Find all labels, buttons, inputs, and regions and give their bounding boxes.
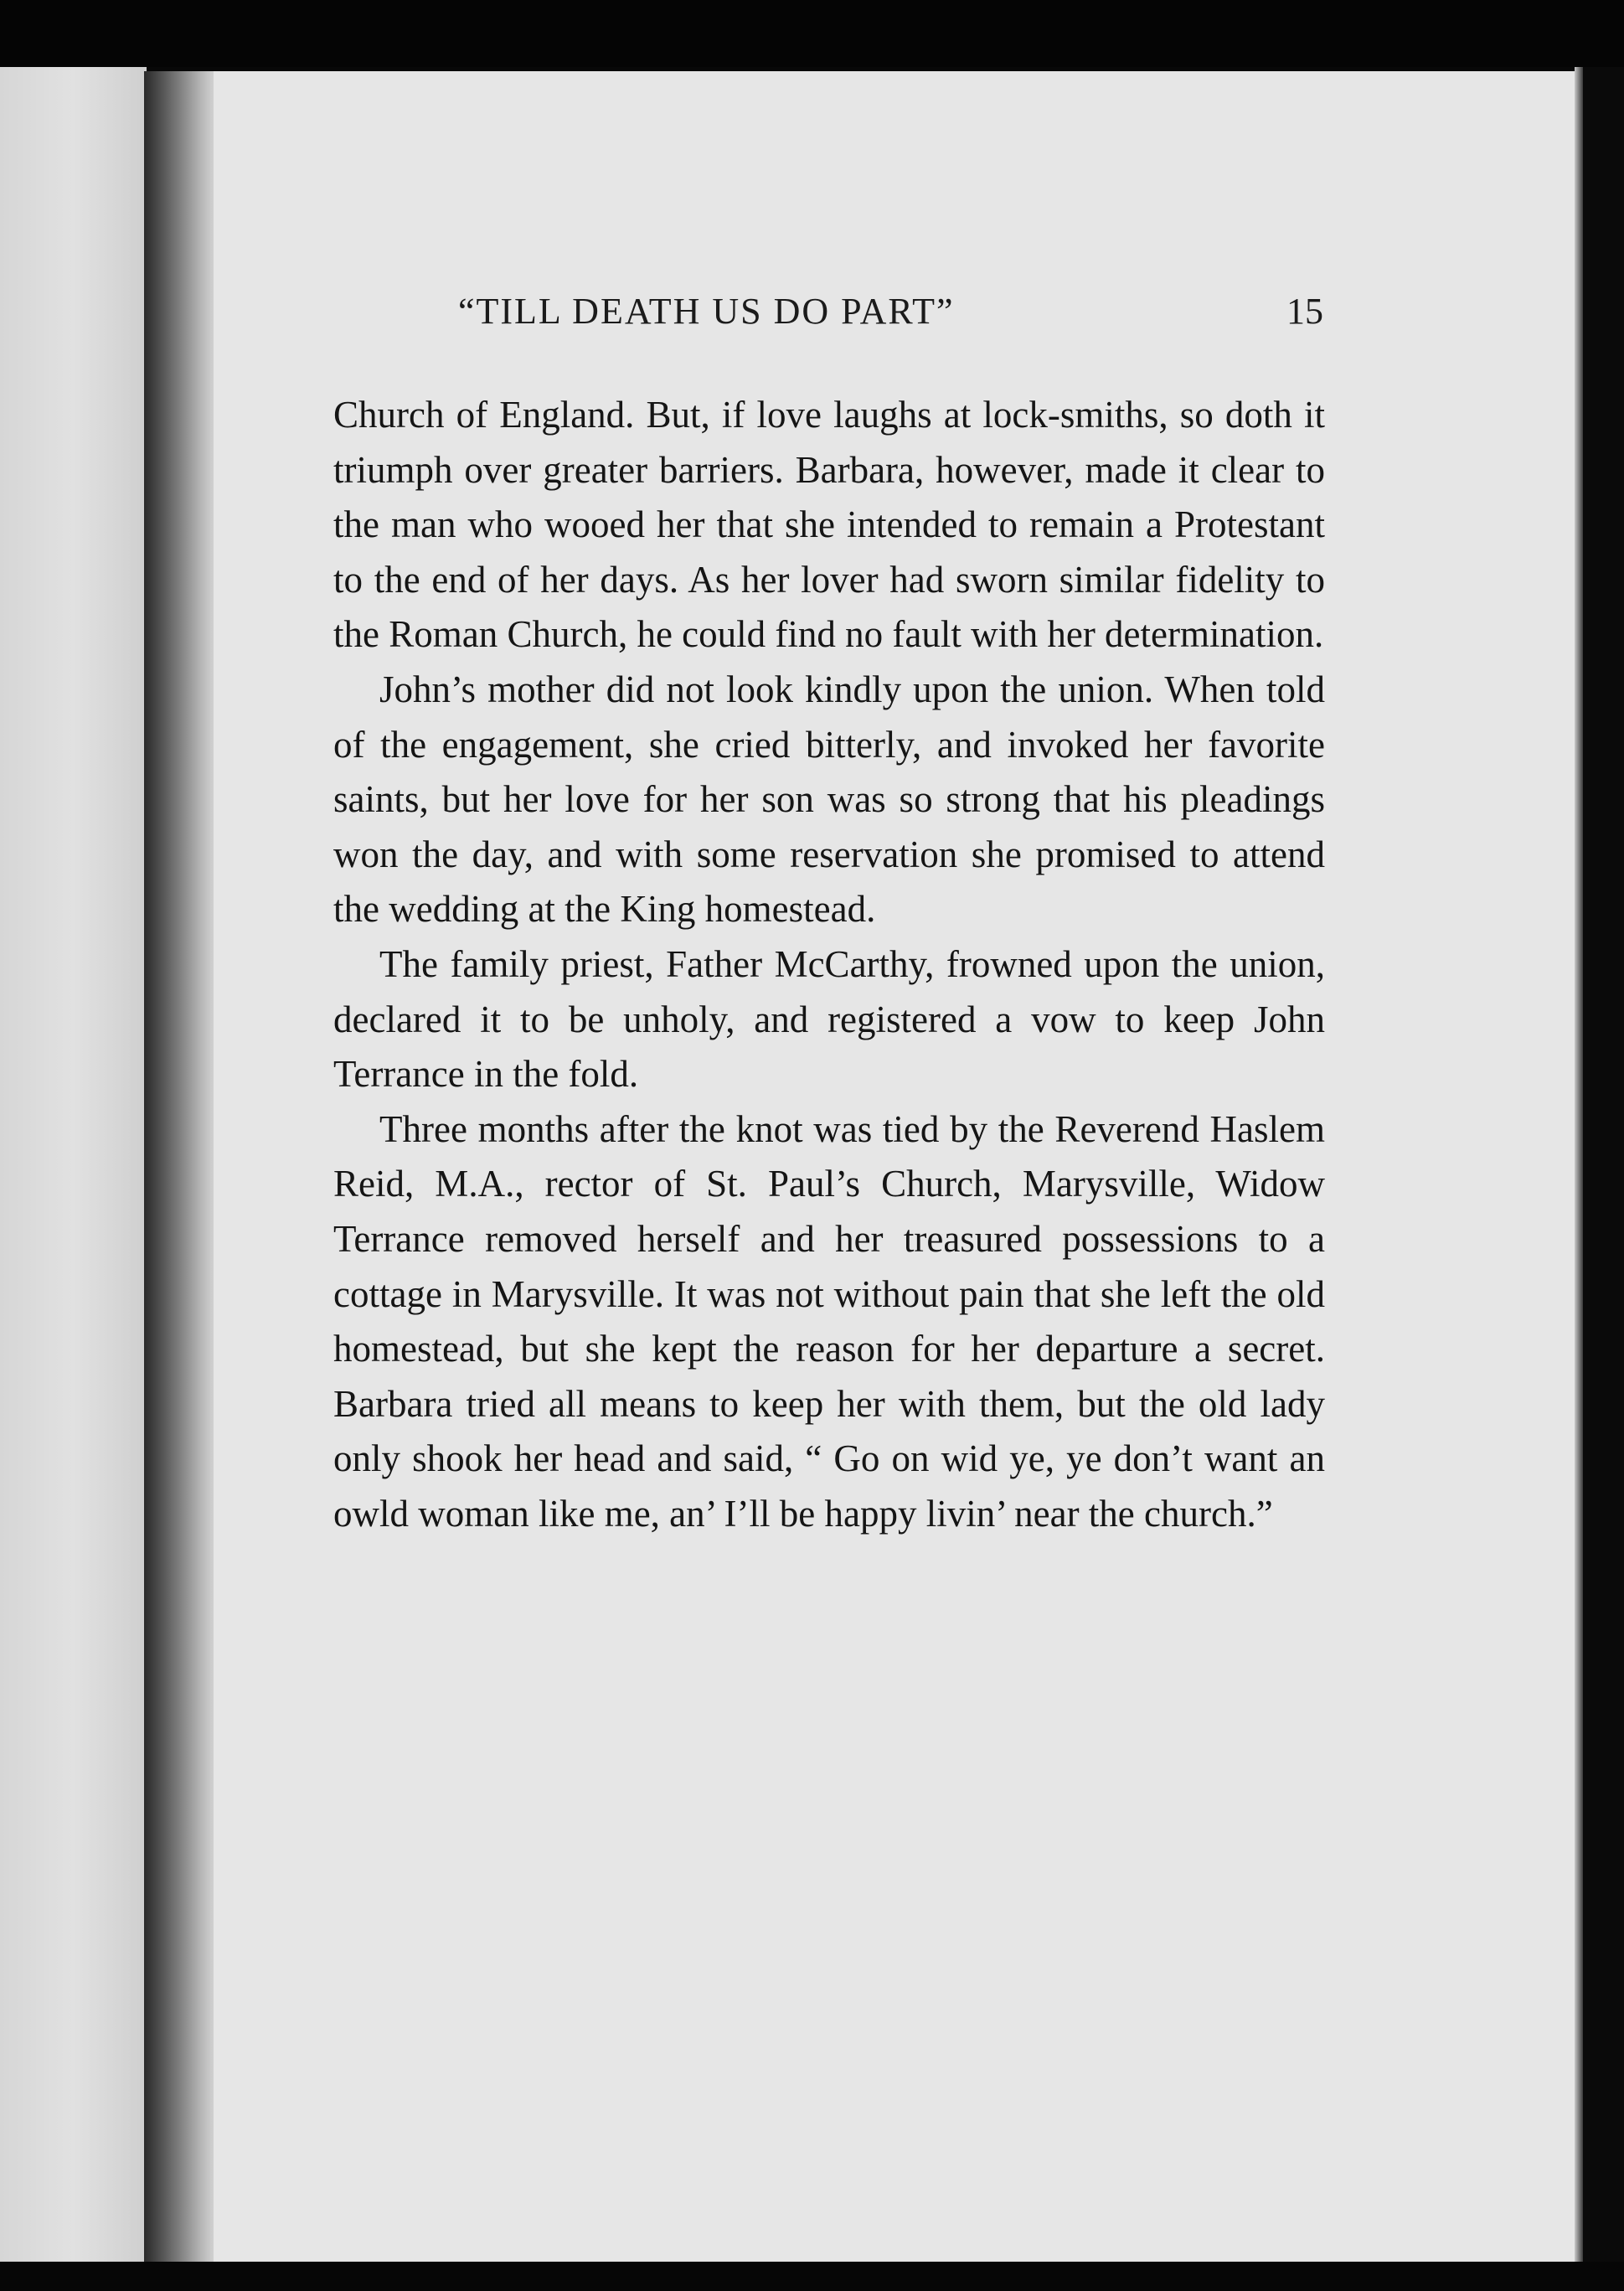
running-title: “TILL DEATH US DO PART” <box>458 291 955 332</box>
paragraph: Church of England. But, if love laughs at lock-smiths, so doth it triumph over greater barriers. Barbara, however, made it clear to the man who wooed her that she intended to remain a Protestant to the end of her days. As her lover had sworn similar fidelity to the Roman Church, he could find no fault with her determination. <box>333 394 1325 656</box>
paragraph: Three months after the knot was tied by the Reverend Haslem Reid, M.A., rector of St. Paul’s Church, Marysville, Widow Terrance removed herself and her treasured possessions to a cottage in Marysville. It was not without pain that she left the old homestead, but she kept the reason for her departure a secret. Barbara tried all means to keep her with them, but the old lady only shook her head and said, “ Go on wid ye, ye don’t want an owld woman like me, an’ I’ll be happy livin’ near the church.” <box>333 1107 1325 1535</box>
scan-bottom-border <box>0 2262 1624 2291</box>
facing-page-edge <box>0 67 147 2262</box>
paragraph: John’s mother did not look kindly upon the union. When told of the engagement, she cried bitterly, and invoked her favorite saints, but her love for her son was so strong that his pleadings won the day, and with some reservation she promised to attend the wedding at the King homestead. <box>333 668 1325 931</box>
book-gutter-shadow <box>144 71 219 2274</box>
scan-right-border <box>1575 67 1624 2291</box>
scan-top-border <box>0 0 1624 67</box>
paragraph: The family priest, Father McCarthy, frowned upon the union, declared it to be unholy, and registered a vow to keep John Terrance in the fold. <box>333 942 1325 1096</box>
page-number: 15 <box>1286 291 1323 332</box>
page-body <box>333 388 1325 1541</box>
page-header <box>458 290 1323 348</box>
